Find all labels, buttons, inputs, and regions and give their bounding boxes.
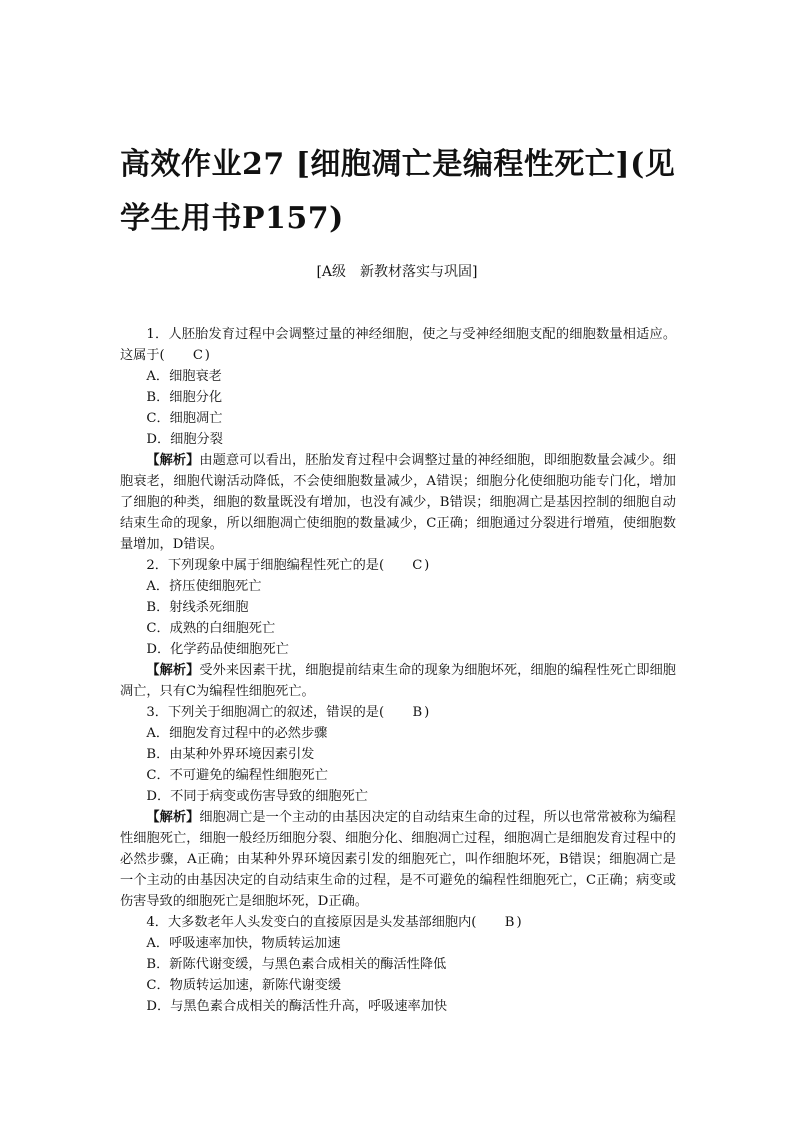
question-stem — [120, 702, 676, 723]
option-a: A．挤压使细胞死亡 — [146, 579, 262, 594]
option-c: C．细胞凋亡 — [146, 411, 223, 426]
option-a: A．细胞发育过程中的必然步骤 — [146, 726, 328, 741]
question-text: 下列现象中属于细胞编程性死亡的是( — [167, 558, 385, 573]
closing-paren: ) — [424, 558, 430, 573]
question-4 — [120, 912, 676, 1017]
analysis-text: 细胞凋亡是一个主动的由基因决定的自动结束生命的过程，所以也常常被称为编程性细胞死亡，细胞一般经历细胞分裂、细胞分化、细胞凋亡过程，细胞凋亡是细胞发育过程中的必然步骤，A正确；由某种外界环境因素引发的细胞死亡，叫作细胞坏死，B错误；细胞凋亡是一个主动的由基因决定的自动结束生命的过程，是不可避免的编程性细胞死亡，C正确；病变或伤害导致的细胞死亡是细胞坏死，D正确。 — [120, 810, 676, 909]
analysis-tag: 【解析】 — [146, 453, 200, 468]
option-d: D．不同于病变或伤害导致的细胞死亡 — [146, 789, 368, 804]
option-d: D．与黑色素合成相关的酶活性升高，呼吸速率加快 — [146, 999, 448, 1014]
question-number: 3． — [146, 705, 168, 720]
analysis-tag: 【解析】 — [146, 810, 200, 825]
option-c: C．不可避免的编程性细胞死亡 — [146, 768, 328, 783]
question-text: 人胚胎发育过程中会调整过量的神经细胞，使之与受神经细胞支配的细胞数量相适应。这属于( — [120, 327, 677, 363]
question-stem — [120, 912, 676, 933]
answer-choice: B — [412, 705, 423, 720]
question-list — [120, 324, 676, 1017]
closing-paren: ) — [516, 915, 522, 930]
question-number: 1． — [146, 327, 169, 342]
page-title: 高效作业27 [细胞凋亡是编程性死亡](见学生用书P157) — [120, 147, 676, 236]
answer-choice: C — [192, 348, 203, 363]
analysis-text: 受外来因素干扰，细胞提前结束生命的现象为细胞坏死，细胞的编程性死亡即细胞凋亡，只有C为编程性细胞死亡。 — [120, 663, 676, 699]
option-c: C．物质转运加速，新陈代谢变缓 — [146, 978, 342, 993]
answer-choice: B — [504, 915, 515, 930]
option-d: D．化学药品使细胞死亡 — [146, 642, 289, 657]
option-a: A．细胞衰老 — [146, 369, 222, 384]
option-b: B．射线杀死细胞 — [146, 600, 249, 615]
level-heading: [A级 新教材落实与巩固] — [316, 264, 478, 280]
analysis-text: 由题意可以看出，胚胎发育过程中会调整过量的神经细胞，即细胞数量会减少。细胞衰老，细胞代谢活动降低，不会使细胞数量减少，A错误；细胞分化使细胞功能专门化，增加了细胞的种类，细胞的数量既没有增加，也没有减少，B错误；细胞凋亡是基因控制的细胞自动结束生命的现象，所以细胞凋亡使细胞的数量减少，C正确；细胞通过分裂进行增殖，使细胞数量增加，D错误。 — [120, 453, 676, 552]
analysis — [120, 450, 676, 555]
analysis — [120, 660, 676, 702]
question-text: 大多数老年人头发变白的直接原因是头发基部细胞内( — [167, 915, 477, 930]
option-b: B．新陈代谢变缓，与黑色素合成相关的酶活性降低 — [146, 957, 447, 972]
question-stem — [120, 324, 676, 366]
analysis-tag: 【解析】 — [146, 663, 200, 678]
question-2 — [120, 555, 676, 702]
closing-paren: ) — [204, 348, 210, 363]
question-text: 下列关于细胞凋亡的叙述，错误的是( — [167, 705, 385, 720]
analysis — [120, 807, 676, 912]
question-number: 2． — [146, 558, 168, 573]
question-stem — [120, 555, 676, 576]
option-c: C．成熟的白细胞死亡 — [146, 621, 276, 636]
option-d: D．细胞分裂 — [146, 432, 223, 447]
answer-choice: C — [412, 558, 423, 573]
closing-paren: ) — [424, 705, 430, 720]
option-b: B．细胞分化 — [146, 390, 223, 405]
question-1 — [120, 324, 676, 555]
option-a: A．呼吸速率加快，物质转运加速 — [146, 936, 341, 951]
question-number: 4． — [146, 915, 168, 930]
option-b: B．由某种外界环境因素引发 — [146, 747, 315, 762]
question-3 — [120, 702, 676, 912]
